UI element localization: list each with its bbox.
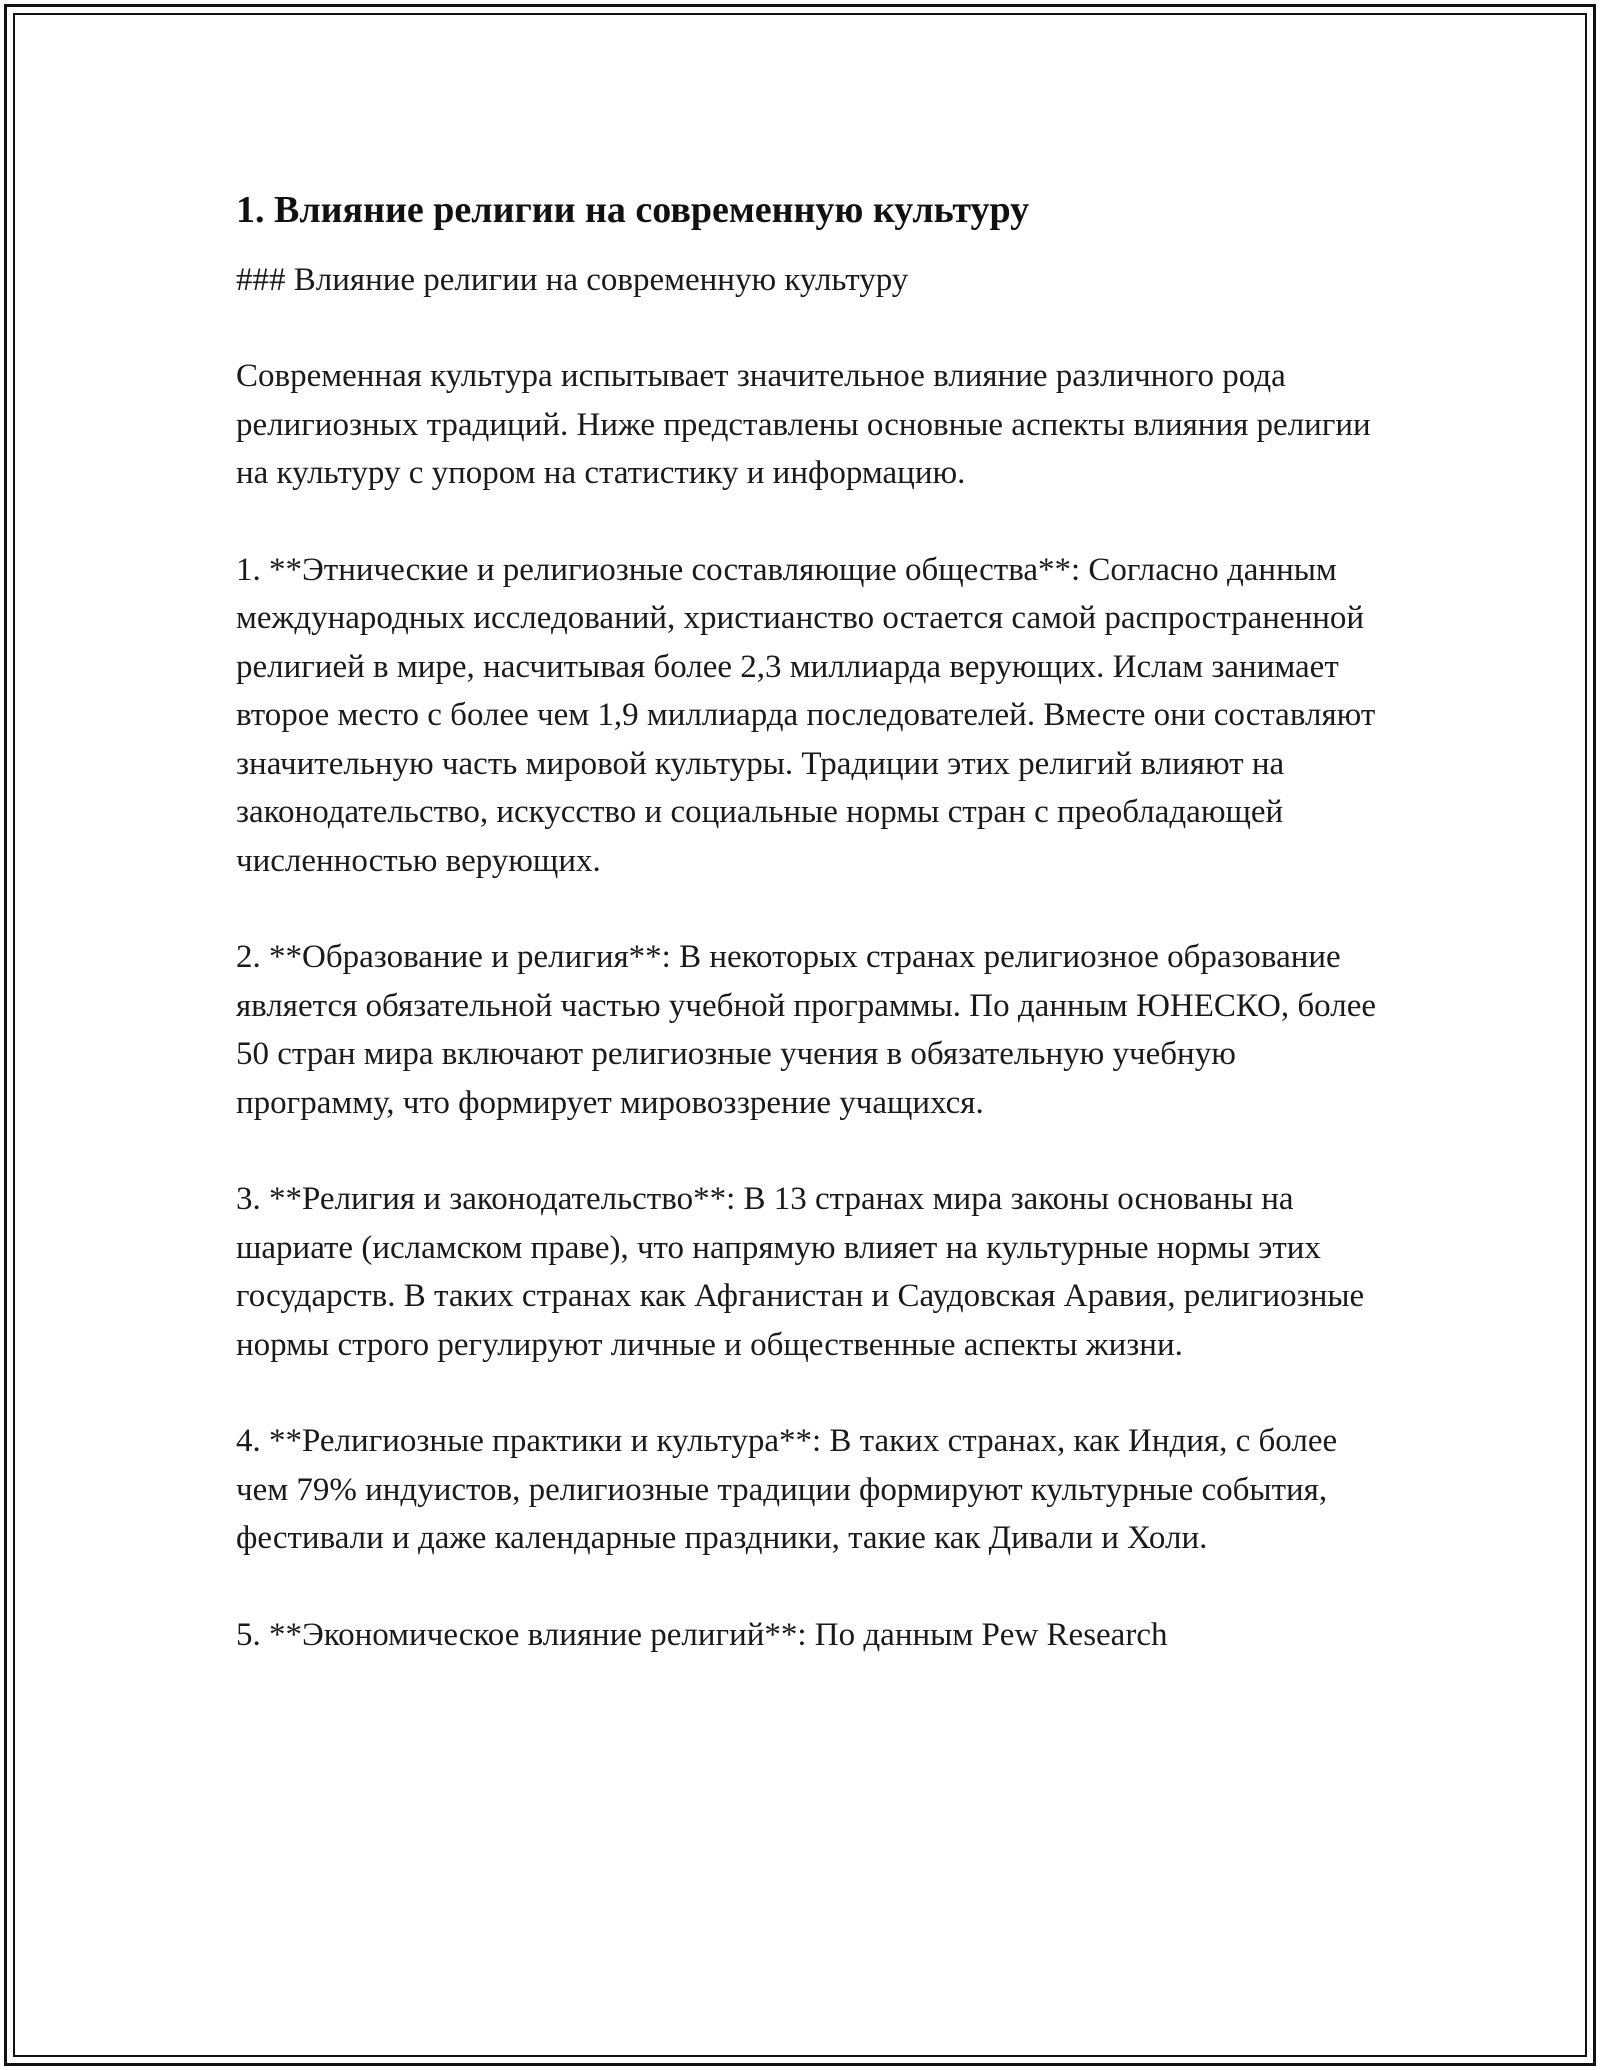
document-body — [236, 186, 1386, 1659]
markdown-subheading: ### Влияние религии на современную культуру — [236, 262, 909, 298]
paragraph-item-1: 1. **Этнические и религиозные составляющие общества**: Согласно данным международных исследований, христианство остается самой распространенной религией в мире, насчитывая более 2,3 миллиарда верующих. Ислам занимает второе место с более чем 1,9 миллиарда последователей. Вместе они составляют значительную часть мировой культуры. Традиции этих религий влияют на законодательство, искусство и социальные нормы стран с преобладающей численностью верующих. — [236, 551, 1376, 879]
paragraph-item-3: 3. **Религия и законодательство**: В 13 странах мира законы основаны на шариате (исламском праве), что напрямую влияет на культурные нормы этих государств. В таких странах как Афганистан и Саудовская Аравия, религиозные нормы строго регулируют личные и общественные аспекты жизни. — [236, 1181, 1365, 1363]
paragraph-item-5: 5. **Экономическое влияние религий**: По данным Pew Research — [236, 1616, 1168, 1653]
paragraph-intro: Современная культура испытывает значительное влияние различного рода религиозных традиций. Ниже представлены основные аспекты влияния религии на культуру с упором на статистику и информацию. — [236, 358, 1371, 491]
paragraph-item-4: 4. **Религиозные практики и культура**: В таких странах, как Индия, с более чем 79% индуистов, религиозные традиции формируют культурные события, фестивали и даже календарные праздники, такие как Дивали и Холи. — [236, 1423, 1338, 1556]
document-title: 1. Влияние религии на современную культуру — [236, 189, 1030, 231]
paragraph-item-2: 2. **Образование и религия**: В некоторых странах религиозное образование является обязательной частью учебной программы. По данным ЮНЕСКО, более 50 стран мира включают религиозные учения в обязательную учебную программу, что формирует мировоззрение учащихся. — [236, 939, 1376, 1121]
